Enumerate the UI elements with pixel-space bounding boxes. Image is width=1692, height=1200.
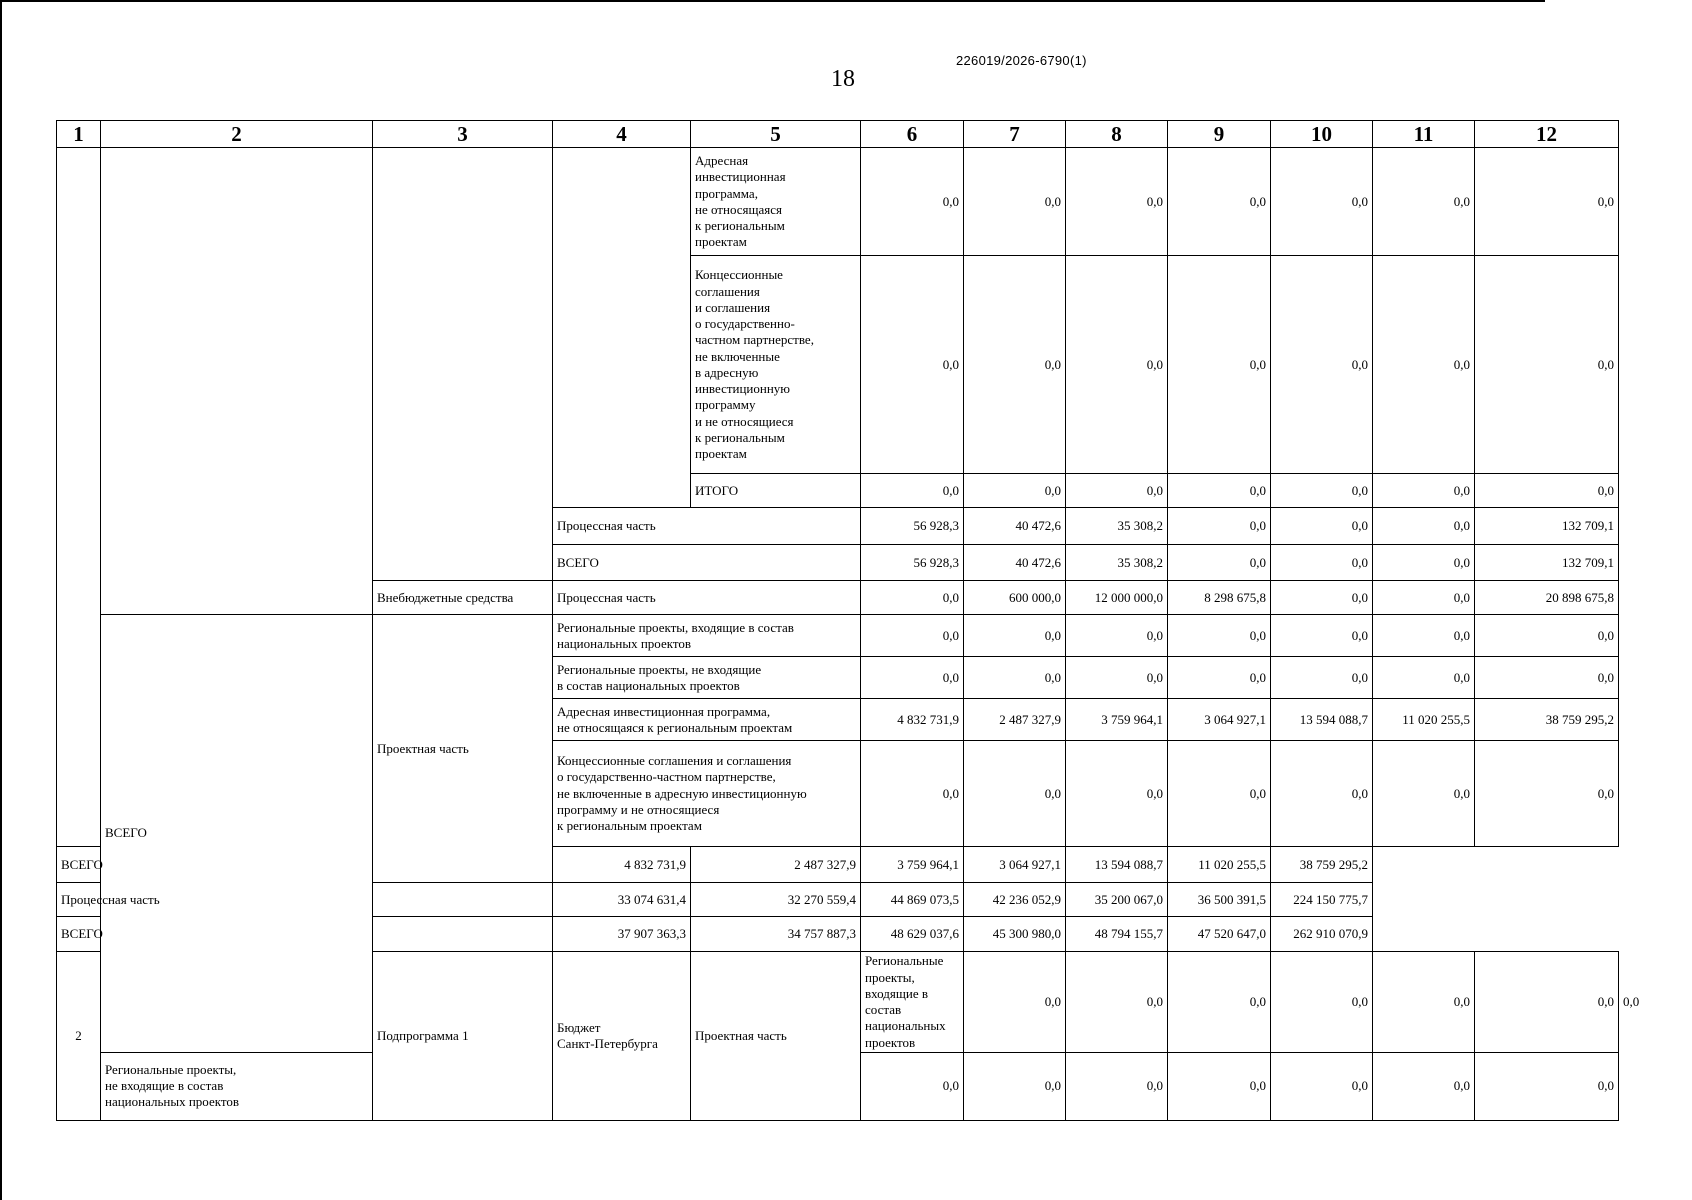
- row-label: ВСЕГО: [57, 847, 373, 883]
- value-cell: 0,0: [1271, 148, 1373, 256]
- cell-col4: [553, 148, 691, 508]
- cell-col3: [373, 148, 553, 581]
- value-cell: 3 759 964,1: [861, 847, 964, 883]
- value-cell: 3 759 964,1: [1066, 699, 1168, 741]
- value-cell: 3 064 927,1: [964, 847, 1066, 883]
- value-cell: 38 759 295,2: [1475, 699, 1619, 741]
- row-label: Региональные проекты, входящие в состав национальных проектов: [861, 952, 964, 1053]
- value-cell: 12 000 000,0: [1066, 581, 1168, 615]
- vsego-group-label: ВСЕГО: [101, 615, 373, 1053]
- value-cell: 44 869 073,5: [861, 883, 964, 917]
- value-cell: 0,0: [964, 148, 1066, 256]
- value-cell: 0,0: [964, 657, 1066, 699]
- value-cell: 0,0: [861, 474, 964, 508]
- value-cell: 11 020 255,5: [1373, 699, 1475, 741]
- column-header: 8: [1066, 121, 1168, 148]
- value-cell: 0,0: [1271, 615, 1373, 657]
- value-cell: 0,0: [964, 1052, 1066, 1120]
- value-cell: 0,0: [964, 741, 1066, 847]
- value-cell: 45 300 980,0: [964, 917, 1066, 952]
- document-code: 226019/2026-6790(1): [956, 53, 1087, 68]
- value-cell: 35 308,2: [1066, 508, 1168, 545]
- value-cell: 48 629 037,6: [861, 917, 964, 952]
- row-label: Региональные проекты, входящие в состав национальных проектов: [553, 615, 861, 657]
- value-cell: 0,0: [1168, 1052, 1271, 1120]
- page-left-border: [0, 0, 2, 1200]
- row-label: ВСЕГО: [553, 545, 861, 581]
- value-cell: 0,0: [1168, 474, 1271, 508]
- value-cell: 0,0: [1475, 256, 1619, 474]
- value-cell: 0,0: [1373, 508, 1475, 545]
- page-top-border: [0, 0, 1545, 2]
- value-cell: 48 794 155,7: [1066, 917, 1168, 952]
- row-label: Процессная часть: [553, 581, 861, 615]
- value-cell: 0,0: [861, 148, 964, 256]
- value-cell: 0,0: [861, 657, 964, 699]
- value-cell: 0,0: [1066, 256, 1168, 474]
- value-cell: 0,0: [1373, 545, 1475, 581]
- value-cell: 32 270 559,4: [691, 883, 861, 917]
- column-header: 1: [57, 121, 101, 148]
- cell-col1: [57, 148, 101, 847]
- value-cell: 0,0: [1168, 657, 1271, 699]
- value-cell: 0,0: [861, 741, 964, 847]
- value-cell: 35 308,2: [1066, 545, 1168, 581]
- value-cell: 38 759 295,2: [1271, 847, 1373, 883]
- row-label: Концессионные соглашения и соглашения о государственно-частном партнерстве, не включенные в адресную инвестиционную программу и не относящиеся к региональным проектам: [553, 741, 861, 847]
- value-cell: 0,0: [1271, 545, 1373, 581]
- funding-source-label: Внебюджетные средства: [373, 581, 553, 615]
- value-cell: 56 928,3: [861, 508, 964, 545]
- value-cell: 0,0: [1168, 741, 1271, 847]
- row-label: Процессная часть: [553, 508, 861, 545]
- value-cell: 13 594 088,7: [1066, 847, 1168, 883]
- value-cell: 0,0: [1066, 148, 1168, 256]
- value-cell: 0,0: [1168, 615, 1271, 657]
- value-cell: 0,0: [861, 581, 964, 615]
- row-label: Адресная инвестиционная программа, не относящаяся к региональным проектам: [553, 699, 861, 741]
- table-row: 2 Подпрограмма 1 Бюджет Санкт-Петербурга Проектная часть Региональные проекты, входящие в состав национальных проектов 0,0 0,0 0,0 0,0 0,0 0,0 0,0: [57, 952, 1619, 1053]
- value-cell: 0,0: [1066, 741, 1168, 847]
- value-cell: 2 487 327,9: [691, 847, 861, 883]
- row-label: ВСЕГО: [57, 917, 553, 952]
- value-cell: 0,0: [1475, 1052, 1619, 1120]
- row-label: Региональные проекты, не входящие в состав национальных проектов: [553, 657, 861, 699]
- value-cell: 3 064 927,1: [1168, 699, 1271, 741]
- column-header: 10: [1271, 121, 1373, 148]
- value-cell: 0,0: [964, 474, 1066, 508]
- value-cell: 0,0: [1066, 952, 1168, 1053]
- column-header: 2: [101, 121, 373, 148]
- subprogram-part: Проектная часть: [691, 952, 861, 1121]
- page-number: 18: [831, 66, 855, 92]
- value-cell: 56 928,3: [861, 545, 964, 581]
- subprogram-source: Бюджет Санкт-Петербурга: [553, 952, 691, 1121]
- column-header-row: [57, 121, 1619, 148]
- value-cell: 0,0: [861, 615, 964, 657]
- value-cell: 0,0: [1373, 256, 1475, 474]
- value-cell: 0,0: [964, 615, 1066, 657]
- column-header: 11: [1373, 121, 1475, 148]
- value-cell: 11 020 255,5: [1168, 847, 1271, 883]
- value-cell: 0,0: [1168, 148, 1271, 256]
- table-row: [57, 883, 1619, 917]
- value-cell: 40 472,6: [964, 508, 1066, 545]
- value-cell: 4 832 731,9: [861, 699, 964, 741]
- value-cell: 0,0: [1066, 474, 1168, 508]
- column-header: 4: [553, 121, 691, 148]
- value-cell: 0,0: [1168, 545, 1271, 581]
- value-cell: 0,0: [1271, 657, 1373, 699]
- value-cell: 0,0: [1066, 657, 1168, 699]
- value-cell: 0,0: [1066, 615, 1168, 657]
- value-cell: 0,0: [1066, 1052, 1168, 1120]
- value-cell: 33 074 631,4: [553, 883, 691, 917]
- value-cell: 0,0: [1373, 952, 1475, 1053]
- value-cell: 47 520 647,0: [1168, 917, 1271, 952]
- value-cell: 0,0: [861, 1052, 964, 1120]
- column-header: 9: [1168, 121, 1271, 148]
- value-cell: 8 298 675,8: [1168, 581, 1271, 615]
- table-row: [57, 148, 1619, 256]
- value-cell: 0,0: [1475, 952, 1619, 1053]
- value-cell: 600 000,0: [964, 581, 1066, 615]
- subprogram-number: 2: [57, 952, 101, 1121]
- value-cell: 0,0: [1475, 741, 1619, 847]
- value-cell: 0,0: [861, 256, 964, 474]
- value-cell: 132 709,1: [1475, 545, 1619, 581]
- value-cell: 13 594 088,7: [1271, 699, 1373, 741]
- subprogram-name: Подпрограмма 1: [373, 952, 553, 1121]
- value-cell: 0,0: [1271, 474, 1373, 508]
- value-cell: 2 487 327,9: [964, 699, 1066, 741]
- row-label: Адресная инвестиционная программа, не относящаяся к региональным проектам: [691, 148, 861, 256]
- value-cell: 42 236 052,9: [964, 883, 1066, 917]
- table-row: [57, 615, 1619, 657]
- column-header: 6: [861, 121, 964, 148]
- row-label: Концессионные соглашения и соглашения о государственно- частном партнерстве, не включенные в адресную инвестиционную программу и не относящиеся к региональным проектам: [691, 256, 861, 474]
- value-cell: 0,0: [964, 952, 1066, 1053]
- value-cell: 0,0: [1373, 615, 1475, 657]
- value-cell: 0,0: [1271, 741, 1373, 847]
- value-cell: 0,0: [1373, 1052, 1475, 1120]
- row-label: ИТОГО: [691, 474, 861, 508]
- value-cell: 4 832 731,9: [553, 847, 691, 883]
- value-cell: 0,0: [1373, 148, 1475, 256]
- value-cell: 0,0: [1475, 474, 1619, 508]
- value-cell: 0,0: [1271, 1052, 1373, 1120]
- row-label: Региональные проекты, не входящие в состав национальных проектов: [101, 1052, 373, 1120]
- value-cell: 0,0: [1271, 256, 1373, 474]
- value-cell: 0,0: [1271, 581, 1373, 615]
- column-header: 3: [373, 121, 553, 148]
- value-cell: 0,0: [1168, 256, 1271, 474]
- column-header: 5: [691, 121, 861, 148]
- value-cell: 0,0: [964, 256, 1066, 474]
- cell-col2: [101, 148, 373, 615]
- value-cell: 36 500 391,5: [1168, 883, 1271, 917]
- value-cell: 40 472,6: [964, 545, 1066, 581]
- table-row: [57, 917, 1619, 952]
- value-cell: 37 907 363,3: [553, 917, 691, 952]
- value-cell: 224 150 775,7: [1271, 883, 1373, 917]
- value-cell: 0,0: [1475, 657, 1619, 699]
- value-cell: 0,0: [1373, 657, 1475, 699]
- value-cell: 35 200 067,0: [1066, 883, 1168, 917]
- value-cell: 34 757 887,3: [691, 917, 861, 952]
- value-cell: 0,0: [1373, 474, 1475, 508]
- value-cell: 132 709,1: [1475, 508, 1619, 545]
- project-part-label: Проектная часть: [373, 615, 553, 883]
- value-cell: 0,0: [1373, 581, 1475, 615]
- column-header: 12: [1475, 121, 1619, 148]
- financing-table: [56, 120, 1640, 1121]
- value-cell: 0,0: [1475, 148, 1619, 256]
- value-cell: 0,0: [1271, 508, 1373, 545]
- table-row: [57, 847, 1619, 883]
- column-header: 7: [964, 121, 1066, 148]
- row-label: Процессная часть: [57, 883, 553, 917]
- value-cell: 0,0: [1475, 615, 1619, 657]
- value-cell: 0,0: [1373, 741, 1475, 847]
- value-cell: 0,0: [1168, 952, 1271, 1053]
- value-cell: 262 910 070,9: [1271, 917, 1373, 952]
- value-cell: 20 898 675,8: [1475, 581, 1619, 615]
- value-cell: 0,0: [1168, 508, 1271, 545]
- value-cell: 0,0: [1271, 952, 1373, 1053]
